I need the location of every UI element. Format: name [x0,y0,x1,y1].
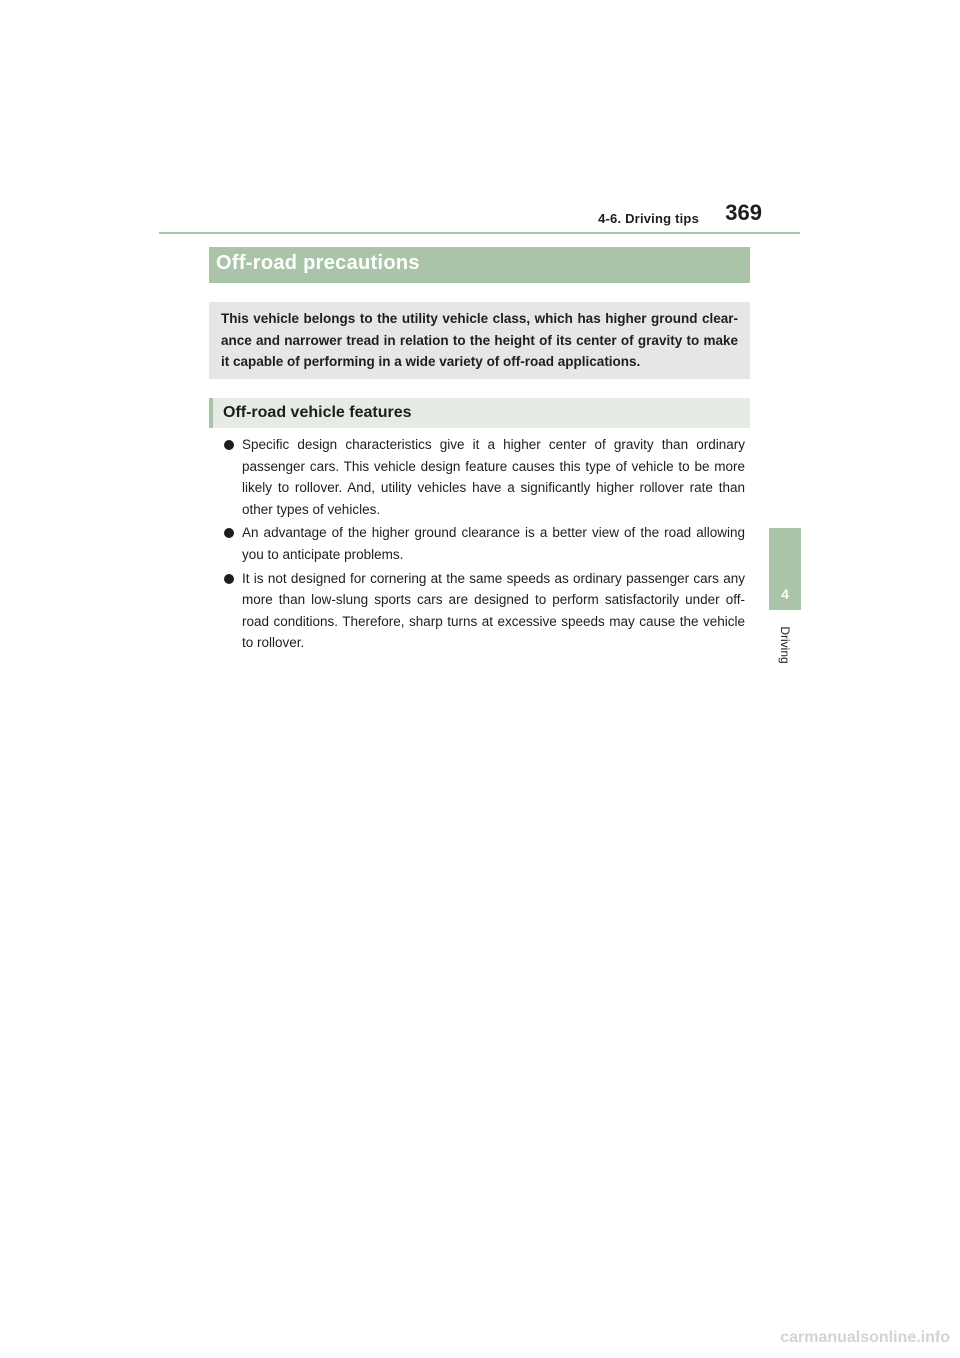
feature-list [222,434,745,656]
bullet-icon [224,440,234,450]
list-item-text: It is not designed for cornering at the same speeds as ordinary passenger cars any more than low-slung sports cars are designed to perform satisfactorily under off-road conditions. Therefore, sharp turns at excessive speeds may cause the vehicle to rollover. [242,570,745,651]
chapter-number: 4 [781,586,789,602]
header-section-title: 4-6. Driving tips [598,211,699,226]
list-item [222,434,745,520]
watermark: carmanualsonline.info [780,1329,950,1346]
bullet-icon [224,528,234,538]
intro-box [209,302,750,379]
header-divider [159,232,800,234]
subheading-accent [209,398,213,428]
subheading-title: Off-road vehicle features [223,404,412,421]
section-title-bar [209,247,750,283]
chapter-tab [769,528,801,610]
list-item [222,568,745,654]
intro-text: This vehicle belongs to the utility vehicle class, which has higher ground clear-ance and narrower tread in relation to the height of its center of gravity to make it capable of performing in a wide variety of off-road applications. [221,311,738,369]
list-item-text: Specific design characteristics give it a higher center of gravity than ordinary passenger cars. This vehicle design feature causes this type of vehicle to be more likely to rollover. And, utility vehicles have a significantly higher rollover rate than other types of vehicles. [242,437,745,517]
subheading-bar [209,398,750,428]
list-item [222,522,745,565]
list-item-text: An advantage of the higher ground clearance is a better view of the road allowing you to anticipate problems. [242,525,745,562]
section-title: Off-road precautions [216,252,420,274]
chapter-label: Driving [778,626,792,664]
page-number: 369 [725,200,762,225]
bullet-icon [224,574,234,584]
